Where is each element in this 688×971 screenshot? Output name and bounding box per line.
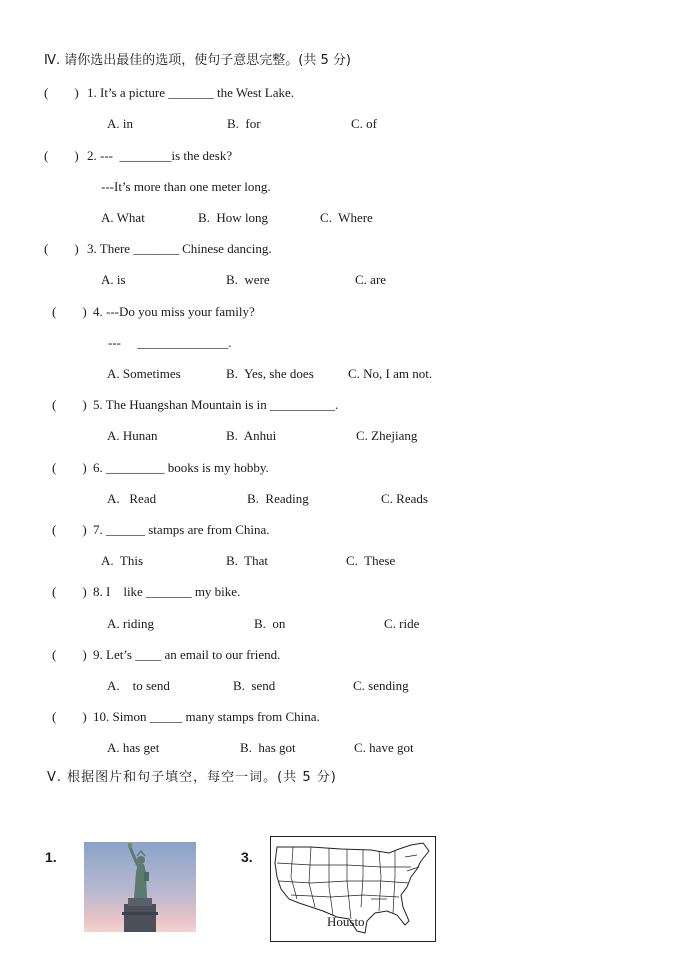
option-c: C. Reads (381, 491, 428, 506)
option-a: A. This (101, 553, 144, 568)
option-a: A. to send (107, 678, 170, 693)
option-b: B. Reading (247, 491, 309, 506)
option-c: C. These (346, 553, 396, 568)
question-extra: --- ______________. (108, 335, 232, 350)
option-c: C. Where (320, 210, 373, 225)
option-b: B. That (226, 553, 269, 568)
question-extra: ---It’s more than one meter long. (101, 179, 271, 194)
question-stem: 6. _________ books is my hobby. (93, 460, 269, 475)
option-c: C. of (351, 116, 377, 131)
answer-bracket[interactable]: ( ) (52, 522, 87, 537)
question-stem: 7. ______ stamps are from China. (93, 522, 270, 537)
option-c: C. have got (354, 740, 414, 755)
us-map-image (270, 836, 436, 942)
option-b: B. Yes, she does (226, 366, 314, 381)
answer-bracket[interactable]: ( ) (52, 647, 87, 662)
answer-bracket[interactable]: ( ) (44, 241, 79, 256)
answer-bracket[interactable]: ( ) (44, 85, 79, 100)
statue-of-liberty-illustration (84, 842, 196, 932)
option-b: B. for (227, 116, 261, 131)
option-a: A. Read (107, 491, 157, 506)
option-a: A. is (101, 272, 126, 287)
option-a: A. in (107, 116, 133, 131)
question-stem: 2. --- ________is the desk? (87, 148, 233, 163)
question-stem: 3. There _______ Chinese dancing. (87, 241, 272, 256)
option-a: A. Hunan (107, 428, 158, 443)
question-stem: 5. The Huangshan Mountain is in __________. (93, 397, 339, 412)
answer-bracket[interactable]: ( ) (44, 148, 79, 163)
option-c: C. are (355, 272, 387, 287)
option-a: A. riding (107, 616, 154, 631)
option-b: B. Anhui (226, 428, 277, 443)
section-4-title: Ⅳ. 请你选出最佳的选项，使句子意思完整。(共 5 分) (44, 53, 351, 68)
option-b: B. send (233, 678, 276, 693)
option-c: C. ride (384, 616, 420, 631)
question-stem: 10. Simon _____ many stamps from China. (93, 709, 320, 724)
section-5-title: Ⅴ. 根据图片和句子填空，每空一词。(共 5 分) (47, 770, 337, 785)
map-city-label: Housto (327, 914, 365, 929)
question-stem: 4. ---Do you miss your family? (93, 304, 255, 319)
item-number: 3. (241, 849, 253, 865)
answer-bracket[interactable]: ( ) (52, 584, 87, 599)
answer-bracket[interactable]: ( ) (52, 460, 87, 475)
answer-bracket[interactable]: ( ) (52, 304, 87, 319)
option-b: B. has got (240, 740, 296, 755)
statue-of-liberty-image (84, 842, 196, 932)
option-c: C. Zhejiang (356, 428, 418, 443)
option-a: A. What (101, 210, 145, 225)
option-b: B. How long (198, 210, 269, 225)
question-stem: 9. Let’s ____ an email to our friend. (93, 647, 281, 662)
option-c: C. sending (353, 678, 409, 693)
question-stem: 8. I like _______ my bike. (93, 584, 241, 599)
option-b: B. were (226, 272, 270, 287)
item-number: 1. (45, 849, 57, 865)
option-a: A. Sometimes (107, 366, 181, 381)
question-stem: 1. It’s a picture _______ the West Lake. (87, 85, 295, 100)
answer-bracket[interactable]: ( ) (52, 709, 87, 724)
option-c: C. No, I am not. (348, 366, 433, 381)
option-b: B. on (254, 616, 286, 631)
answer-bracket[interactable]: ( ) (52, 397, 87, 412)
option-a: A. has get (107, 740, 160, 755)
